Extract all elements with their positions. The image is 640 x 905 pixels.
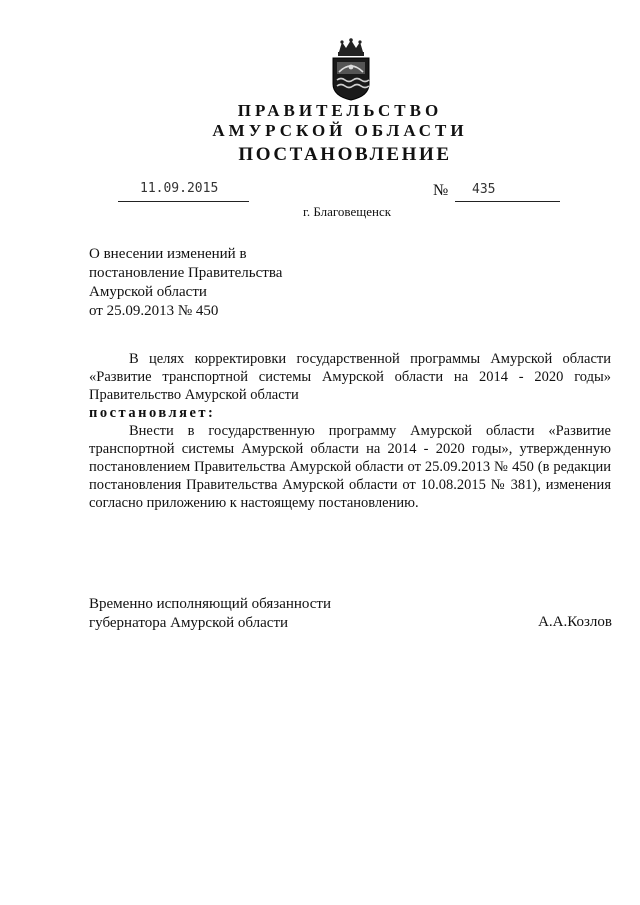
document-type-title: ПОСТАНОВЛЕНИЕ — [238, 144, 452, 165]
government-title-line1: ПРАВИТЕЛЬСТВО — [237, 101, 443, 120]
date-underline — [118, 201, 249, 202]
subject-line: от 25.09.2013 № 450 — [89, 303, 219, 319]
document-body — [89, 350, 611, 512]
number-underline — [455, 201, 560, 202]
subject-line: постановление Правительства — [89, 265, 283, 281]
document-date: 11.09.2015 — [140, 181, 219, 196]
decree-word: постановляет: — [89, 405, 216, 421]
document-number: 435 — [472, 182, 496, 197]
signatory-position-line1: Временно исполняющий обязанности — [89, 596, 332, 612]
decree-paragraph: Внести в государственную программу Амурской области «Развитие транспортной системы Амурской области на 2014 - 2020 годы», утвержденную постановлением Правительства Амурской области от 25.09.2013 № 450 (в редакции постановления Правительства Амурской области от 10.08.2015 № 381), изменения согласно приложению к настоящему постановлению. — [89, 423, 611, 511]
signatory-name: А.А.Козлов — [538, 614, 612, 630]
preamble-paragraph: В целях корректировки государственной программы Амурской области «Развитие транспортной системы Амурской области на 2014 - 2020 годы» Правительство Амурской области — [89, 351, 611, 403]
signatory-position-line2: губернатора Амурской области — [89, 615, 289, 631]
subject-line: О внесении изменений в — [89, 246, 247, 262]
signatory-position — [89, 595, 331, 633]
number-sign: № — [433, 182, 449, 199]
government-title-line2: АМУРСКОЙ ОБЛАСТИ — [212, 121, 468, 140]
coat-of-arms-icon — [329, 38, 373, 102]
city-label: г. Благовещенск — [303, 204, 392, 219]
document-subject — [89, 245, 282, 321]
subject-line: Амурской области — [89, 284, 207, 300]
